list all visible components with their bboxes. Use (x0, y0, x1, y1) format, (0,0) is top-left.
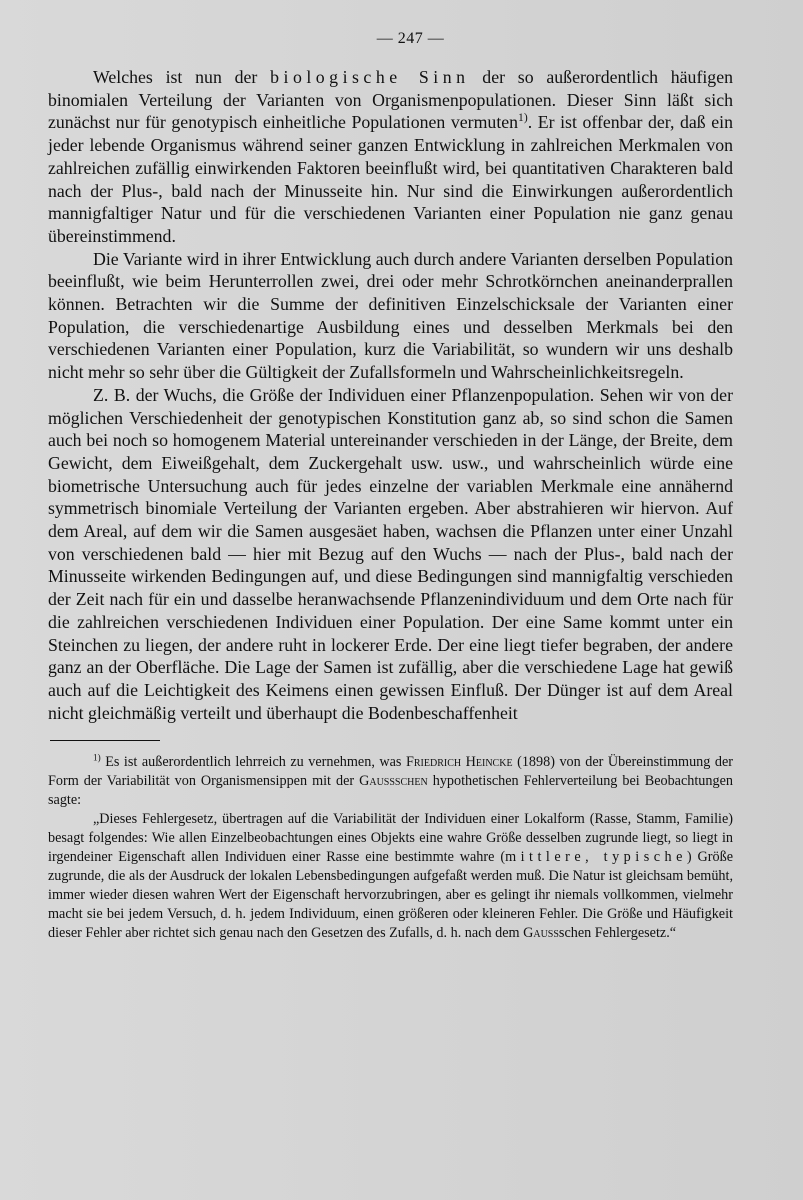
paragraph-1-part-c: . Er ist offenbar der, daß ein jeder lebende Organismus während seiner ganzen Entwicklung in zahlreichen Merkmalen von zahlreichen zufällig einwirkenden Faktoren beeinflußt wird, bei quantitativen Charakteren bald nach der Plus-, bald nach der Minusseite hin. Nur sind die Einwirkungen außerordentlich mannigfaltiger Natur und für die verschiedenen Varianten einer Population nie ganz genau übereinstimmend. (48, 112, 733, 246)
paragraph-1-part-a: Welches ist nun der (93, 67, 271, 87)
footnote-marker: 1) (93, 752, 101, 763)
paragraph-1-part-b: der so außerordentlich häufigen binomialen Verteilung der Varianten von Organismenpopulationen. Dieser Sinn läßt sich zunächst nur für genotypisch einheitliche Populationen vermuten (48, 67, 733, 133)
footnote-emphasis-spaced: mittlere, typische (505, 849, 687, 866)
gauss-name: Gaussschen (359, 773, 428, 790)
emphasis-spaced: biologische Sinn (270, 67, 470, 87)
footnote-paragraph-2 (48, 810, 733, 943)
footnote-rule (50, 740, 160, 741)
main-text (48, 66, 733, 724)
footnote (48, 753, 733, 943)
footnote-paragraph-1 (48, 753, 733, 810)
page-number: — 247 — (376, 30, 445, 47)
footnote-reference: 1) (518, 111, 528, 125)
footnote-1-part-b: (1898) von der Übereinstimmung der Form der Variabilität von Organismensippen mit der (48, 754, 734, 790)
footnote-1-part-c: hypothetischen Fehlerverteilung bei Beobachtungen sagte: (48, 773, 733, 809)
footnote-2-part-b: ) Größe zugrunde, die als der Ausdruck der lokalen Lebensbedingungen aufgefaßt werden muß. Die Natur ist gleichsam bemüht, immer wieder diesen wahren Wert der Eigenschaft hervorzubringen, aber es gelingt ihr niemals vollkommen, vielmehr macht sie bei jedem Versuch, d. h. jedem Individuum, einen größeren oder kleineren Fehler. Die Größe und Häufigkeit dieser Fehler aber richtet sich genau nach den Gesetzen des Zufalls, d. h. nach dem (48, 849, 734, 942)
gauss-name-2: Gauss (523, 925, 559, 942)
paragraph-1 (48, 66, 733, 248)
footnote-1-part-a: Es ist außerordentlich lehrreich zu vernehmen, was (100, 754, 406, 771)
footnote-2-part-c: schen Fehlergesetz.“ (558, 925, 677, 942)
paragraph-3: Z. B. der Wuchs, die Größe der Individuen einer Pflanzenpopulation. Sehen wir von der möglichen Verschiedenheit der genotypischen Konstitution ganz ab, so sind schon die Samen auch bei noch so homogenem Material untereinander verschieden in der Länge, der Breite, dem Gewicht, dem Eiweißgehalt, dem Zuckergehalt usw. usw., und wahrscheinlich würde eine biometrische Untersuchung auch für jedes einzelne der variablen Merkmale eine annähernd symmetrisch binomiale Verteilung der Varianten ergeben. Aber abstrahieren wir hiervon. Auf dem Areal, auf dem wir die Samen ausgesäet haben, wachsen die Pflanzen unter einer Unzahl von verschiedenen bald — hier mit Bezug auf den Wuchs — nach der Plus-, bald nach der Minusseite wirkenden Bedingungen auf, und diese Bedingungen sind mannigfaltig verschieden der Zeit nach für ein und dasselbe heranwachsende Pflanzenindividuum und dem Orte nach für die zahlreichen verschiedenen Individuen einer Population. Der eine Same kommt unter ein Steinchen zu liegen, der andere ruht in lockerer Erde. Der eine liegt tiefer begraben, der andere ganz an der Oberfläche. Die Lage der Samen ist zufällig, aber die verschiedene Lage hat gewiß auch auf die Leichtigkeit des Keimens einen gewissen Einfluß. Der Dünger ist auf dem Areal nicht gleichmäßig verteilt und überhaupt die Bodenbeschaffenheit (48, 384, 733, 723)
footnote-2-part-a: „Dieses Fehlergesetz, übertragen auf die Variabilität der Individuen einer Lokalform (Rasse, Stamm, Familie) besagt folgendes: Wie allen Einzelbeobachtungen eines Objekts eine wahre Größe desselben zugrunde liegt, so liegt in irgendeiner Eigenschaft allen Individuen einer Rasse eine bestimmte wahre ( (48, 811, 733, 866)
author-name: Friedrich Heincke (406, 754, 513, 771)
paragraph-2: Die Variante wird in ihrer Entwicklung auch durch andere Varianten derselben Population beeinflußt, wie beim Herunterrollen zwei, drei oder mehr Schrotkörnchen aneinanderprallen können. Betrachten wir die Summe der definitiven Einzelschicksale der Varianten einer Population, die verschiedenartige Ausbildung eines und desselben Merkmals bei den verschiedenen Varianten einer Population, kurz die Variabilität, so wundern wir uns deshalb nicht mehr so sehr über die Gültigkeit der Zufallsformeln und Wahrscheinlichkeitsregeln. (48, 248, 733, 383)
